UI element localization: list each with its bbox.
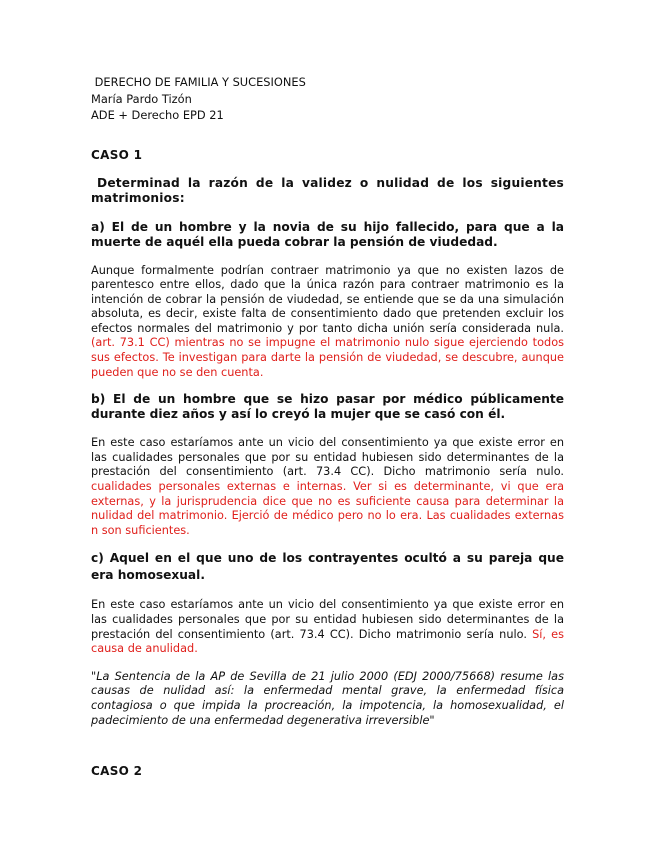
answer-a-text: Aunque formalmente podrían contraer matrimonio ya que no existen lazos de parentesco entre ellos, dado que la única razón para contraer matrimonio es la intención de cobrar la pensión de viudedad, se entiende que se da una simulación absoluta, es decir, existe falta de consentimiento dado que pretenden excluir los efectos normales del matrimonio y por tanto dicha unión sería considerada nula. (91, 263, 564, 335)
answer-b (91, 436, 564, 538)
course-line: ADE + Derecho EPD 21 (91, 108, 224, 122)
answer-c (91, 598, 564, 656)
answer-a (91, 264, 564, 381)
author-line: María Pardo Tizón (91, 91, 192, 106)
answer-b-note: cualidades personales externas e internas. Ver si es determinante, vi que era externas, y la jurisprudencia dice que no es suficiente causa para determinar la nulidad del matrimonio. Ejerció de médico pero no lo era. Las cualidades externas n son suficientes. (91, 480, 564, 537)
caso2-heading: CASO 2 (91, 764, 143, 779)
question-b: b) El de un hombre que se hizo pasar por médico públicamente durante diez años y así lo creyó la mujer que se casó con él. (91, 392, 564, 422)
answer-c-text: En este caso estaríamos ante un vicio del consentimiento ya que existe error en las cualidades personales que por su entidad hubiesen sido determinantes de la prestación del consentimiento (art. 73.4 CC). Dicho matrimonio sería nulo. (91, 598, 564, 641)
subject-line: DERECHO DE FAMILIA Y SUCESIONES (91, 75, 306, 89)
caso1-title: Determinad la razón de la validez o nulidad de los siguientes matrimonios: (91, 175, 564, 205)
answer-b-text: En este caso estaríamos ante un vicio del consentimiento ya que existe error en las cualidades personales que por su entidad hubiesen sido determinantes de la prestación del consentimiento (art. 73.4 CC). Dicho matrimonio sería nulo. (91, 436, 564, 479)
sentencia-quote: "La Sentencia de la AP de Sevilla de 21 julio 2000 (EDJ 2000/75668) resume las causas de nulidad así: la enfermedad mental grave, la enfermedad física contagiosa o que impida la procreación, la impotencia, la homosexualidad, el padecimiento de una enfermedad degenerativa irreversible" (91, 669, 564, 727)
question-a: a) El de un hombre y la novia de su hijo fallecido, para que a la muerte de aquél ella pueda cobrar la pensión de viudedad. (91, 219, 564, 249)
answer-a-note: (art. 73.1 CC) mientras no se impugne el matrimonio nulo sigue ejerciendo todos sus efectos. Te investigan para darte la pensión de viudedad, se descubre, aunque pueden que no se den cuenta. (91, 336, 564, 379)
document-header (91, 74, 564, 124)
question-c: c) Aquel en el que uno de los contrayentes ocultó a su pareja que era homosexual. (91, 551, 564, 583)
caso1-heading: CASO 1 (91, 147, 143, 162)
answer-c-note: Sí, es causa de anulidad. (91, 627, 564, 656)
